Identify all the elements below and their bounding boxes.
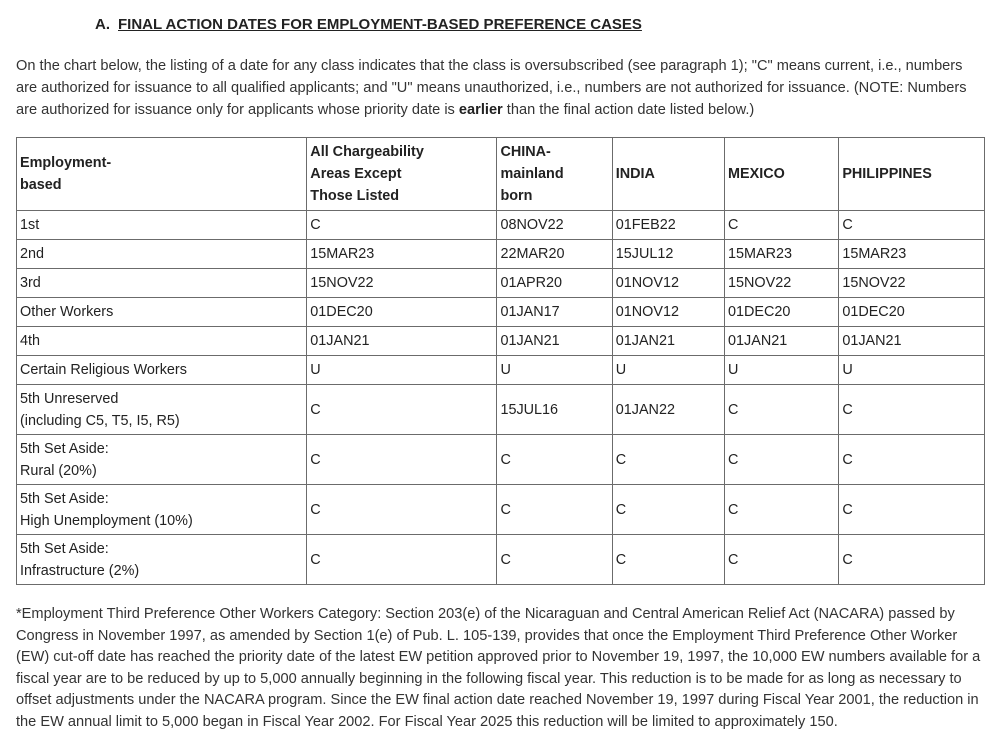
table-cell: C [725, 211, 839, 240]
table-cell: C [307, 435, 497, 485]
table-row [17, 485, 985, 535]
row-label-line: Infrastructure (2%) [20, 562, 140, 579]
section-title: FINAL ACTION DATES FOR EMPLOYMENT-BASED PREFERENCE CASES [118, 16, 642, 33]
row-label-line: 5th Set Aside: [20, 540, 109, 557]
table-cell: C [839, 535, 985, 585]
row-label-5th-unreserved-including-c5-t5-i5-r5 [17, 385, 307, 435]
table-row [17, 327, 985, 356]
table-cell: 01JAN21 [725, 327, 839, 356]
table-row [17, 240, 985, 269]
section-letter: A. [95, 16, 110, 33]
table-cell: 01JAN21 [839, 327, 985, 356]
table-header [17, 138, 985, 211]
table-cell: 01DEC20 [839, 298, 985, 327]
table-row [17, 298, 985, 327]
row-label-5th-set-aside-high-unemployment-10 [17, 485, 307, 535]
row-label-other-workers [17, 298, 307, 327]
table-cell: C [612, 535, 724, 585]
table-cell: 15JUL12 [612, 240, 724, 269]
table-cell: C [497, 435, 612, 485]
table-cell: C [307, 211, 497, 240]
column-header-line: All Chargeability [310, 144, 424, 160]
table-cell: 01JAN21 [497, 327, 612, 356]
column-header-line: based [20, 177, 62, 193]
row-label-certain-religious-workers [17, 356, 307, 385]
table-row [17, 535, 985, 585]
intro-emphasis: earlier [458, 102, 503, 118]
header-row [17, 138, 985, 211]
column-header-india [612, 138, 724, 211]
table-cell: C [307, 485, 497, 535]
column-header-line: MEXICO [728, 166, 785, 182]
table-cell: 01JAN21 [612, 327, 724, 356]
table-cell: C [725, 385, 839, 435]
row-label-line: Other Workers [20, 304, 114, 320]
row-label-line: 5th Set Aside: [20, 490, 109, 507]
table-cell: 15NOV22 [307, 269, 497, 298]
column-header-line: INDIA [615, 166, 655, 182]
row-label-line: 2nd [20, 246, 45, 262]
table-cell: 15MAR23 [307, 240, 497, 269]
table-cell: C [307, 385, 497, 435]
table-row [17, 385, 985, 435]
row-label-5th-set-aside-rural-20 [17, 435, 307, 485]
column-header-line: mainland [500, 166, 564, 182]
row-label-1st [17, 211, 307, 240]
column-header-line: Employment- [20, 155, 112, 171]
final-action-dates-table [16, 137, 985, 585]
table-row [17, 269, 985, 298]
row-label-3rd [17, 269, 307, 298]
table-cell: U [307, 356, 497, 385]
table-body [17, 211, 985, 585]
row-label-line: 4th [20, 333, 41, 349]
table-cell: C [839, 211, 985, 240]
column-header-china-mainland-born [497, 138, 612, 211]
footnote: *Employment Third Preference Other Workers Category: Section 203(e) of the Nicaraguan and Central American Relief Act (NACARA) passed by Congress in November 1997, as amended by Section 1(e) of Pub. L. 105-139, provides that once the Employment Third Preference Other Worker (EW) cut-off date has reached the priority date of the latest EW petition approved prior to November 19, 1997, the 10,000 EW numbers available for a fiscal year are to be reduced by up to 5,000 annually beginning in the following fiscal year. This reduction is to be made for as long as necessary to offset adjustments under the NACARA program. Since the EW final action date reached November 19, 1997 during Fiscal Year 2001, the reduction in the EW annual limit to 5,000 began in Fiscal Year 2002. For Fiscal Year 2025 this reduction will be limited to approximately 150. [16, 606, 981, 730]
table-cell: U [612, 356, 724, 385]
table-cell: C [725, 485, 839, 535]
row-label-line: 1st [20, 217, 40, 233]
table-cell: 15JUL16 [497, 385, 612, 435]
table-cell: 01JAN22 [612, 385, 724, 435]
table-cell: 01NOV12 [612, 298, 724, 327]
table-cell: C [612, 435, 724, 485]
table-cell: 22MAR20 [497, 240, 612, 269]
column-header-line: born [500, 188, 533, 204]
row-label-2nd [17, 240, 307, 269]
table-cell: C [497, 485, 612, 535]
row-label-line: High Unemployment (10%) [20, 512, 193, 529]
column-header-line: Areas Except [310, 166, 402, 182]
row-label-line: (including C5, T5, I5, R5) [20, 412, 180, 429]
table-cell: C [725, 535, 839, 585]
table-row [17, 211, 985, 240]
table-cell: 01DEC20 [725, 298, 839, 327]
column-header-line: CHINA- [500, 144, 551, 160]
table-cell: C [725, 435, 839, 485]
column-header-mexico [725, 138, 839, 211]
table-cell: C [307, 535, 497, 585]
table-row [17, 356, 985, 385]
row-label-line: 5th Unreserved [20, 390, 119, 407]
row-label-line: Rural (20%) [20, 462, 97, 479]
table-cell: U [839, 356, 985, 385]
intro-text-start: On the chart below, the listing of a date for any class indicates that the class is oversubscribed (see paragraph 1); "C" means current, i.e., numbers are authorized for issuance to all qualified applicants; and "U" means unauthorized, i.e., numbers are not authorized for issuance. (NOTE: Numbers are authorized for issuance only for applicants whose priority date is [16, 58, 967, 118]
column-header-line: PHILIPPINES [842, 166, 932, 182]
table-cell: U [725, 356, 839, 385]
table-row [17, 435, 985, 485]
table-cell: 01DEC20 [307, 298, 497, 327]
column-header-employment-based [17, 138, 307, 211]
column-header-line: Those Listed [310, 188, 400, 204]
row-label-5th-set-aside-infrastructure-2 [17, 535, 307, 585]
intro-text-end: than the final action date listed below.) [502, 102, 755, 118]
table-cell: 15NOV22 [839, 269, 985, 298]
table-cell: C [612, 485, 724, 535]
table-cell: 01NOV12 [612, 269, 724, 298]
row-label-line: 5th Set Aside: [20, 440, 109, 457]
row-label-line: 3rd [20, 275, 41, 291]
table-cell: 15NOV22 [725, 269, 839, 298]
row-label-line: Certain Religious Workers [20, 362, 187, 378]
table-cell: 01APR20 [497, 269, 612, 298]
table-cell: C [497, 535, 612, 585]
table-cell: C [839, 435, 985, 485]
table-cell: 08NOV22 [497, 211, 612, 240]
column-header-all-chargeability-areas-except-those-listed [307, 138, 497, 211]
intro-paragraph [16, 55, 981, 121]
table-cell: C [839, 385, 985, 435]
table-cell: U [497, 356, 612, 385]
table-cell: 15MAR23 [725, 240, 839, 269]
table-cell: 01JAN17 [497, 298, 612, 327]
table-cell: 15MAR23 [839, 240, 985, 269]
section-heading [95, 16, 642, 33]
table-cell: 01FEB22 [612, 211, 724, 240]
column-header-philippines [839, 138, 985, 211]
row-label-4th [17, 327, 307, 356]
table-cell: C [839, 485, 985, 535]
table-cell: 01JAN21 [307, 327, 497, 356]
